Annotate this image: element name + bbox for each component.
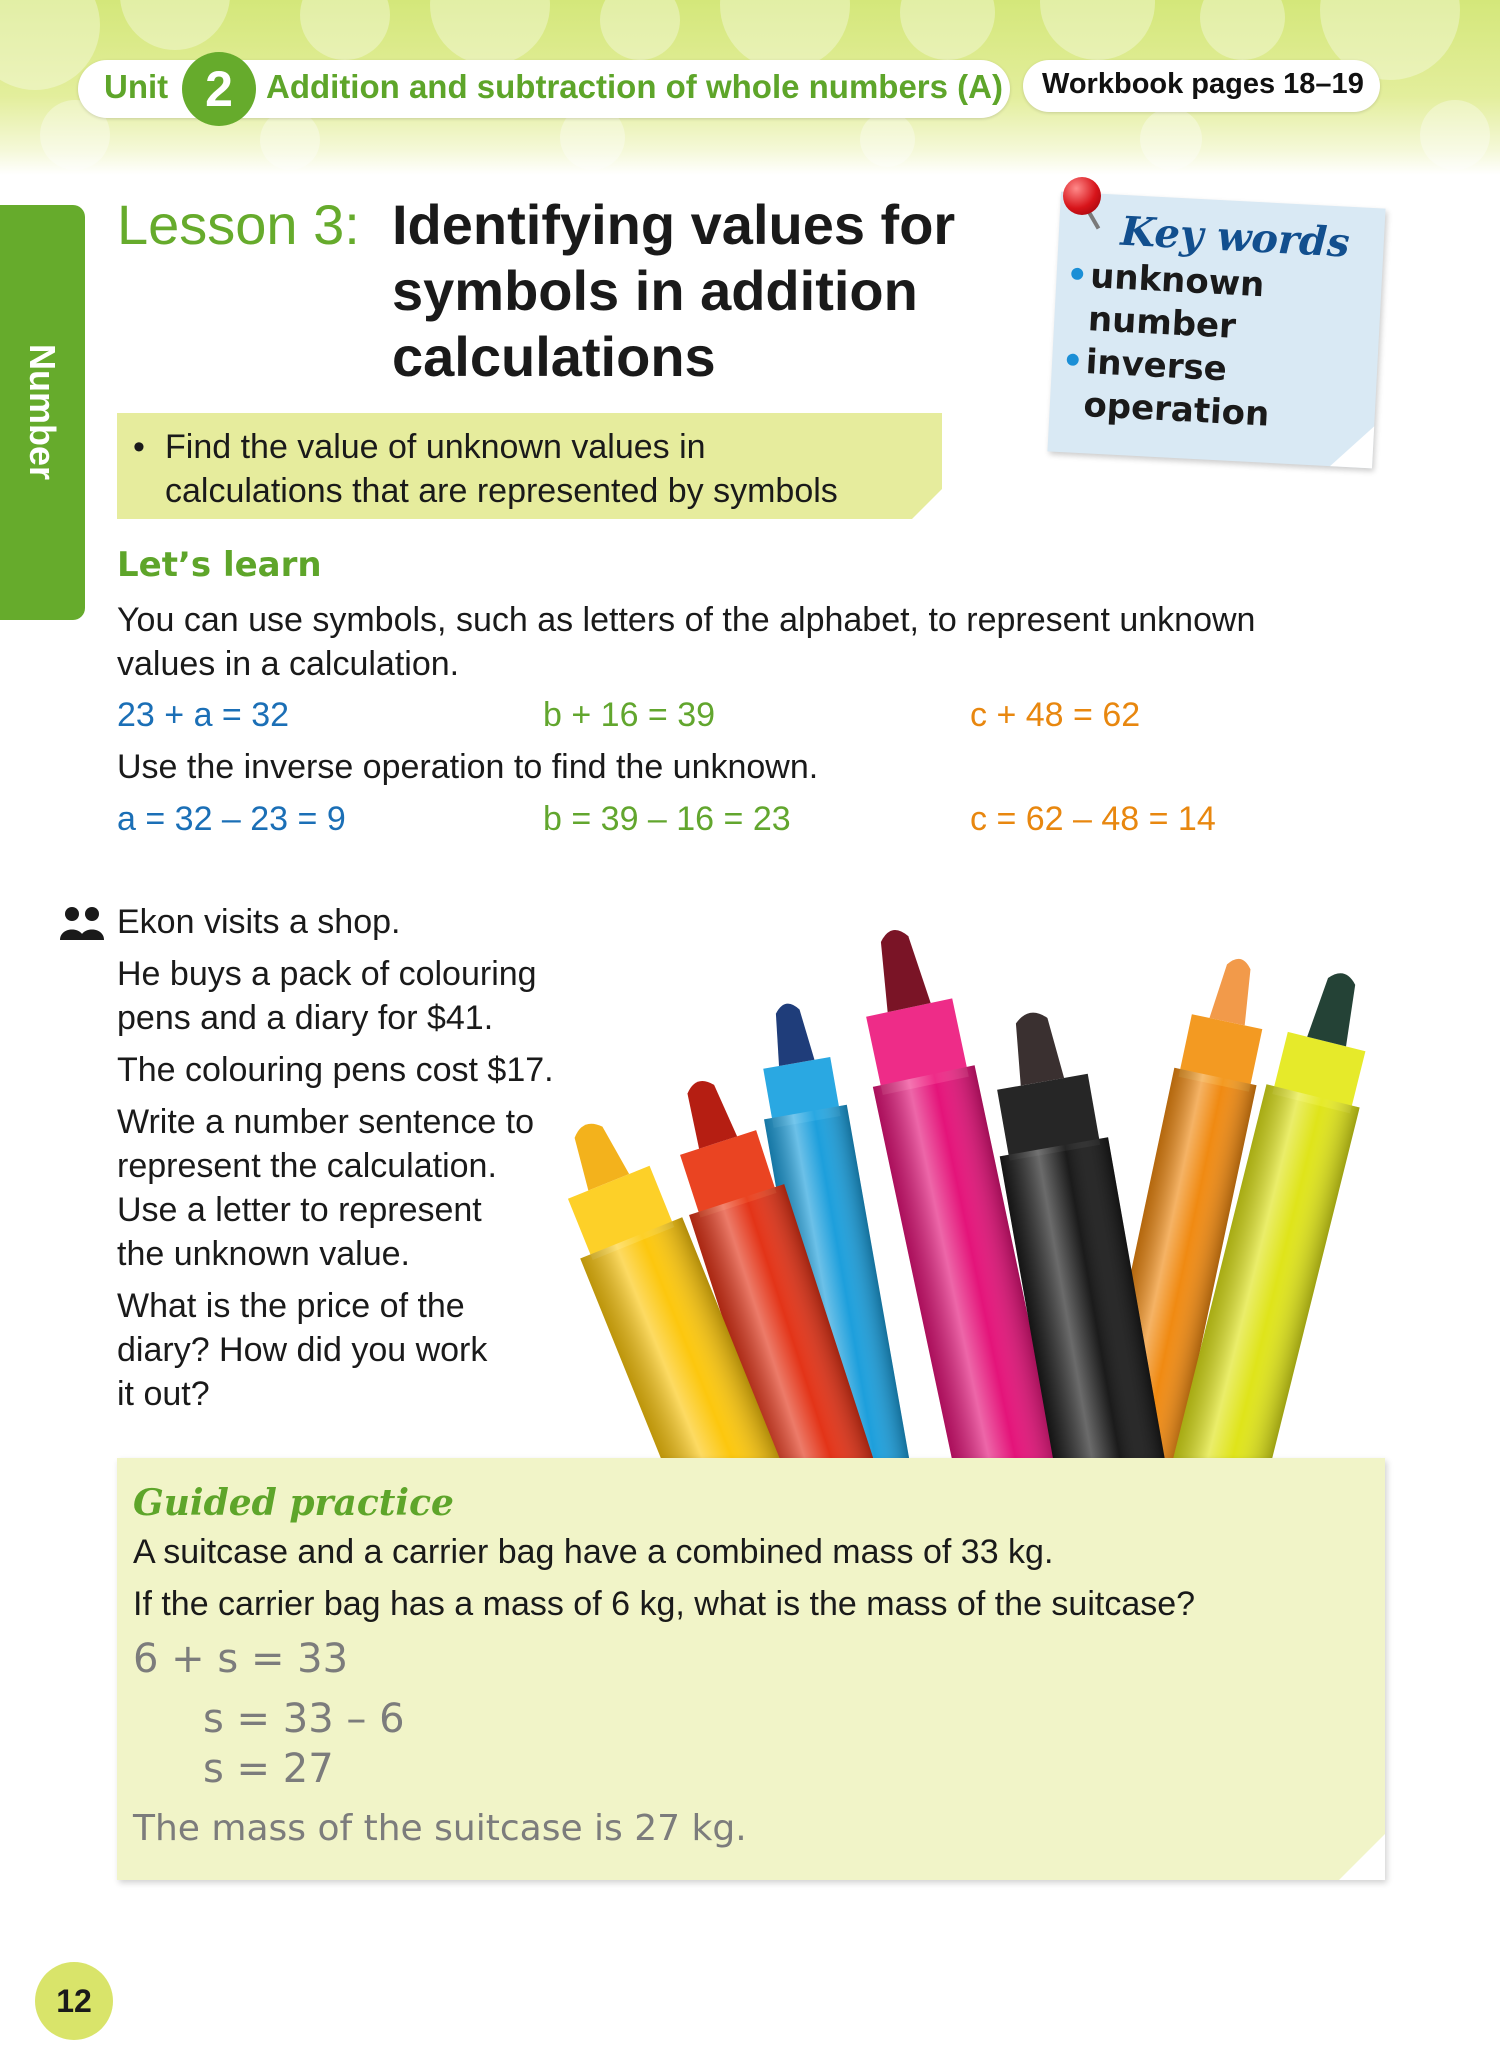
guided-practice-heading: Guided practice — [133, 1482, 454, 1524]
working-line-3: s = 27 — [203, 1746, 334, 1792]
equation-a: 23 + a = 32 — [117, 696, 290, 734]
key-words-content — [1058, 205, 1389, 442]
working-line-2: s = 33 – 6 — [203, 1696, 405, 1742]
activity-paragraph-3 — [117, 1284, 617, 1416]
lesson-title — [392, 192, 1032, 390]
activity-text-line: Write a number sentence to — [117, 1103, 535, 1141]
lets-learn-heading: Let’s learn — [117, 545, 322, 585]
unit-label: Unit — [104, 68, 169, 105]
key-words-list — [1058, 254, 1387, 443]
lets-learn-intro — [117, 598, 1357, 686]
activity-text-line: it out? — [117, 1375, 210, 1413]
activity-text-line: pens and a diary for $41. — [117, 999, 494, 1037]
unit-title: Addition and subtraction of whole numbers (A) — [266, 68, 1003, 105]
workbook-reference: Workbook pages 18–19 — [1042, 68, 1364, 100]
activity-paragraph-1 — [117, 952, 617, 1040]
guided-practice-answer: The mass of the suitcase is 27 kg. — [133, 1808, 747, 1849]
lesson-label: Lesson 3: — [117, 193, 360, 256]
page-number: 12 — [35, 1962, 113, 2040]
activity-text-line: He buys a pack of colouring — [117, 955, 537, 993]
activity-line-1: Ekon visits a shop. — [117, 903, 401, 941]
working-line-1: 6 + s = 33 — [133, 1636, 349, 1682]
activity-text-line: diary? How did you work — [117, 1331, 488, 1369]
colouring-pens-photo — [560, 888, 1385, 1460]
pushpin-icon — [1063, 177, 1101, 215]
intro-line: You can use symbols, such as letters of the alphabet, to represent unknown — [117, 601, 1256, 639]
key-words-title: Key words — [1119, 207, 1351, 267]
lesson-title-line: Identifying values for — [392, 193, 956, 256]
equation-c: c + 48 = 62 — [970, 696, 1141, 734]
objective-line: • Find the value of unknown values in — [165, 428, 706, 466]
intro-line: values in a calculation. — [117, 645, 460, 683]
solution-a: a = 32 – 23 = 9 — [117, 800, 346, 838]
activity-paragraph-2 — [117, 1100, 617, 1276]
unit-number-badge: 2 — [182, 52, 256, 126]
solution-b: b = 39 – 16 = 23 — [543, 800, 791, 838]
objective-text — [133, 425, 933, 513]
solution-c: c = 62 – 48 = 14 — [970, 800, 1216, 838]
equation-b: b + 16 = 39 — [543, 696, 716, 734]
activity-text-line: What is the price of the — [117, 1287, 465, 1325]
inverse-instruction: Use the inverse operation to find the unknown. — [117, 748, 819, 786]
activity-text-line: represent the calculation. — [117, 1147, 497, 1185]
pair-work-icon — [60, 906, 104, 940]
key-word-item: • unknown number — [1063, 254, 1277, 351]
activity-line-2: The colouring pens cost $17. — [117, 1051, 554, 1089]
key-word-item: • inverse operation — [1058, 340, 1272, 437]
side-tab-label: Number — [22, 343, 63, 481]
objective-line: calculations that are represented by symbols — [165, 472, 838, 510]
lesson-title-line: symbols in addition — [392, 259, 918, 322]
guided-practice-line-1: A suitcase and a carrier bag have a combined mass of 33 kg. — [133, 1533, 1054, 1571]
guided-practice-line-2: If the carrier bag has a mass of 6 kg, what is the mass of the suitcase? — [133, 1585, 1196, 1623]
activity-text-line: the unknown value. — [117, 1235, 410, 1273]
activity-text-line: Use a letter to represent — [117, 1191, 482, 1229]
lesson-title-line: calculations — [392, 325, 716, 388]
